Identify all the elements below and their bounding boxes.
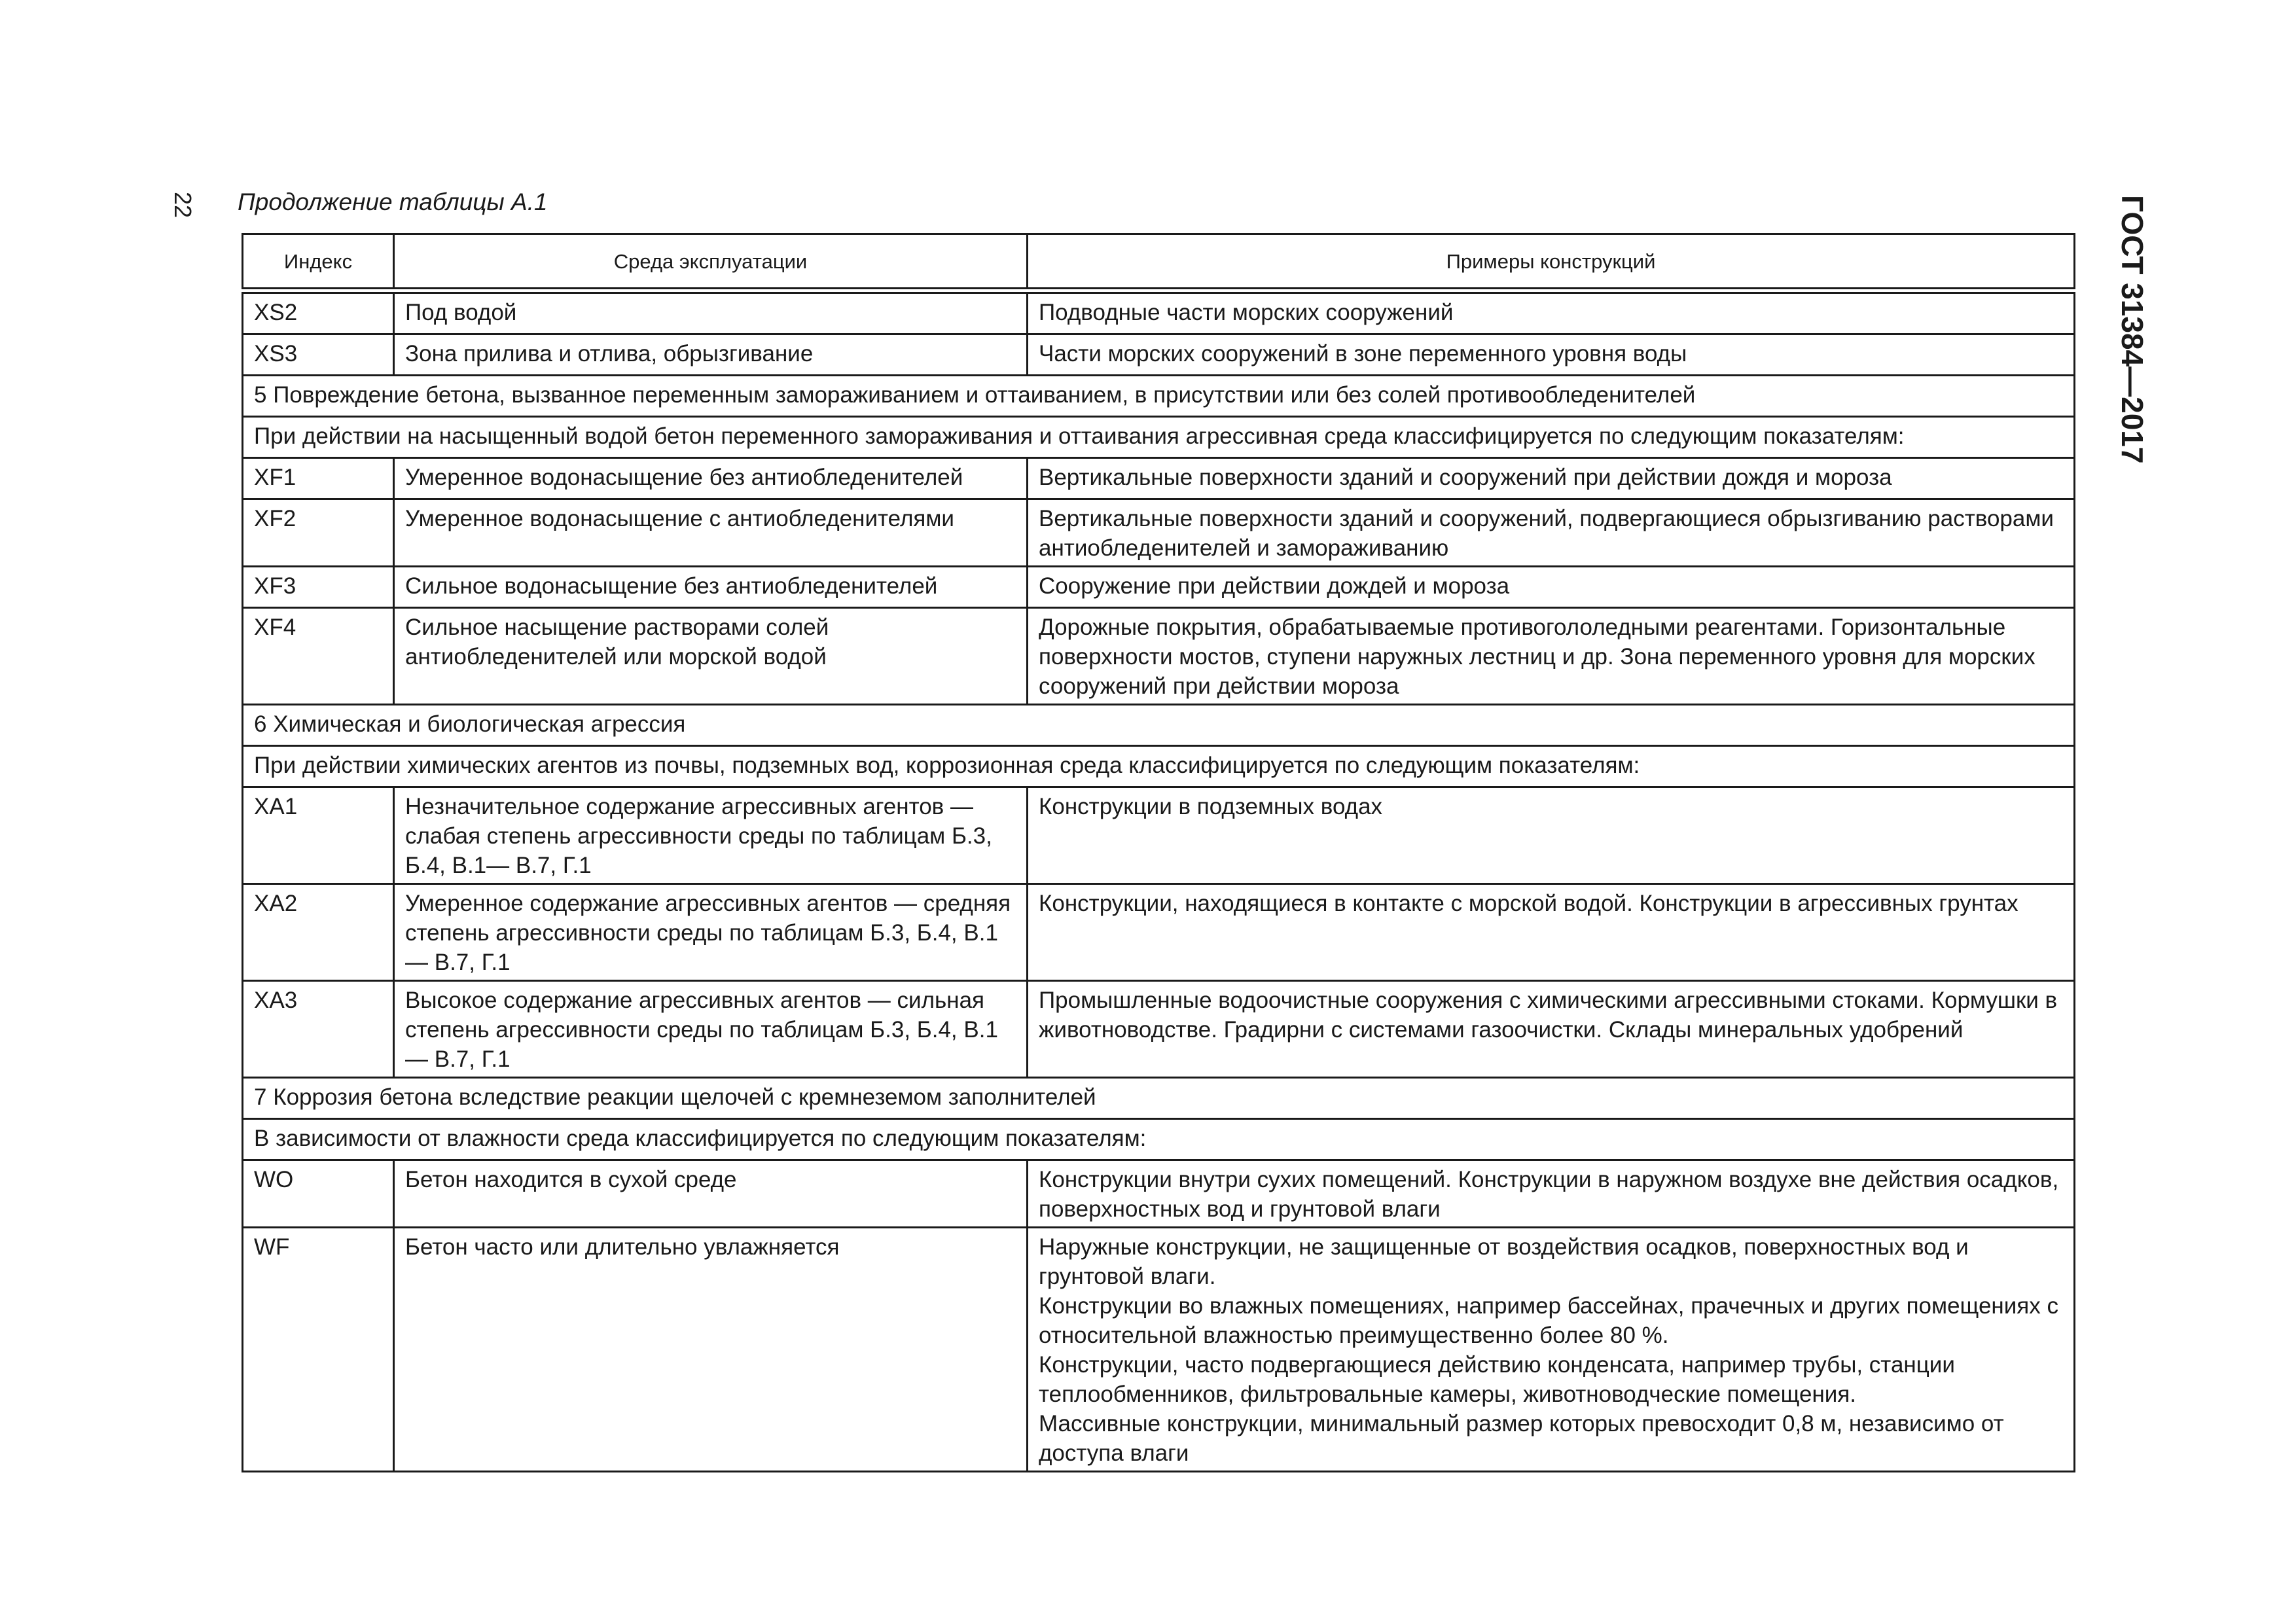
section-note-row	[243, 417, 2075, 458]
table-caption: Продолжение таблицы А.1	[238, 188, 548, 215]
cell-examples: Вертикальные поверхности зданий и сооружений при действии дождя и мороза	[1028, 458, 2075, 499]
header-environment: Среда эксплуатации	[394, 234, 1028, 291]
cell-environment: Умеренное водонасыщение с антиобледенителями	[394, 499, 1028, 567]
cell-examples: Вертикальные поверхности зданий и сооружений, подвергающиеся обрызгиванию растворами антиобледенителей и замораживанию	[1028, 499, 2075, 567]
cell-environment: Высокое содержание агрессивных агентов — сильная степень агрессивности среды по таблицам Б.3, Б.4, В.1— В.7, Г.1	[394, 981, 1028, 1078]
cell-environment: Зона прилива и отлива, обрызгивание	[394, 334, 1028, 376]
section-title: 6 Химическая и биологическая агрессия	[243, 705, 2075, 746]
cell-examples: Сооружение при действии дождей и мороза	[1028, 567, 2075, 608]
table-row	[243, 608, 2075, 705]
cell-index: WO	[243, 1160, 394, 1228]
table-row	[243, 291, 2075, 334]
table-row	[243, 567, 2075, 608]
cell-environment: Сильное насыщение растворами солей антиобледенителей или морской водой	[394, 608, 1028, 705]
page-number: 22	[170, 192, 196, 219]
cell-index: XA1	[243, 787, 394, 884]
cell-examples: Подводные части морских сооружений	[1028, 291, 2075, 334]
cell-environment: Умеренное содержание агрессивных агентов — средняя степень агрессивности среды по таблицам Б.3, Б.4, В.1— В.7, Г.1	[394, 884, 1028, 981]
cell-environment: Бетон находится в сухой среде	[394, 1160, 1028, 1228]
cell-examples	[1028, 1228, 2075, 1472]
cell-index: XF3	[243, 567, 394, 608]
cell-index: XA3	[243, 981, 394, 1078]
header-index: Индекс	[243, 234, 394, 291]
section-note: При действии на насыщенный водой бетон переменного замораживания и оттаивания агрессивная среда классифицируется по следующим показателям:	[243, 417, 2075, 458]
example-paragraph: Массивные конструкции, минимальный размер которых превосходит 0,8 м, независимо от доступа влаги	[1039, 1411, 2004, 1466]
cell-examples: Дорожные покрытия, обрабатываемые противогололедными реагентами. Горизонтальные поверхности мостов, ступени наружных лестниц и др. Зона переменного уровня для морских сооружений при действии мороза	[1028, 608, 2075, 705]
section-title: 7 Коррозия бетона вследствие реакции щелочей с кремнеземом заполнителей	[243, 1078, 2075, 1119]
section-title-row	[243, 1078, 2075, 1119]
cell-index: XF2	[243, 499, 394, 567]
cell-environment: Сильное водонасыщение без антиобледенителей	[394, 567, 1028, 608]
cell-index: XS2	[243, 291, 394, 334]
example-paragraph: Наружные конструкции, не защищенные от воздействия осадков, поверхностных вод и грунтовой влаги.	[1039, 1234, 1969, 1289]
classification-table	[242, 233, 2075, 1472]
table-row	[243, 458, 2075, 499]
cell-index: XF1	[243, 458, 394, 499]
table-header-row	[243, 234, 2075, 291]
example-paragraph: Конструкции, часто подвергающиеся действию конденсата, например трубы, станции теплообменников, фильтровальные камеры, животноводческие помещения.	[1039, 1352, 1955, 1407]
section-note: При действии химических агентов из почвы, подземных вод, коррозионная среда классифицируется по следующим показателям:	[243, 746, 2075, 787]
table-row	[243, 499, 2075, 567]
cell-index: XF4	[243, 608, 394, 705]
section-title-row	[243, 705, 2075, 746]
cell-examples: Части морских сооружений в зоне переменного уровня воды	[1028, 334, 2075, 376]
table-row	[243, 1228, 2075, 1472]
table-row	[243, 1160, 2075, 1228]
section-title-row	[243, 376, 2075, 417]
cell-index: WF	[243, 1228, 394, 1472]
header-examples: Примеры конструкций	[1028, 234, 2075, 291]
cell-examples: Конструкции в подземных водах	[1028, 787, 2075, 884]
cell-index: XA2	[243, 884, 394, 981]
cell-environment: Умеренное водонасыщение без антиобледенителей	[394, 458, 1028, 499]
section-note-row	[243, 1119, 2075, 1160]
cell-examples: Конструкции внутри сухих помещений. Конструкции в наружном воздухе вне действия осадков, поверхностных вод и грунтовой влаги	[1028, 1160, 2075, 1228]
cell-environment: Незначительное содержание агрессивных агентов — слабая степень агрессивности среды по таблицам Б.3, Б.4, В.1— В.7, Г.1	[394, 787, 1028, 884]
section-title: 5 Повреждение бетона, вызванное переменным замораживанием и оттаиванием, в присутствии или без солей противообледенителей	[243, 376, 2075, 417]
example-paragraph: Конструкции во влажных помещениях, например бассейнах, прачечных и других помещениях с относительной влажностью преимущественно более 80 %.	[1039, 1293, 2058, 1348]
table-row	[243, 981, 2075, 1078]
cell-examples: Промышленные водоочистные сооружения с химическими агрессивными стоками. Кормушки в животноводстве. Градирни с системами газоочистки. Склады минеральных удобрений	[1028, 981, 2075, 1078]
cell-index: XS3	[243, 334, 394, 376]
cell-environment: Бетон часто или длительно увлажняется	[394, 1228, 1028, 1472]
section-note: В зависимости от влажности среда классифицируется по следующим показателям:	[243, 1119, 2075, 1160]
section-note-row	[243, 746, 2075, 787]
cell-examples: Конструкции, находящиеся в контакте с морской водой. Конструкции в агрессивных грунтах	[1028, 884, 2075, 981]
table-row	[243, 884, 2075, 981]
table-row	[243, 334, 2075, 376]
document-code: ГОСТ 31384—2017	[2115, 195, 2149, 464]
cell-environment: Под водой	[394, 291, 1028, 334]
table-row	[243, 787, 2075, 884]
